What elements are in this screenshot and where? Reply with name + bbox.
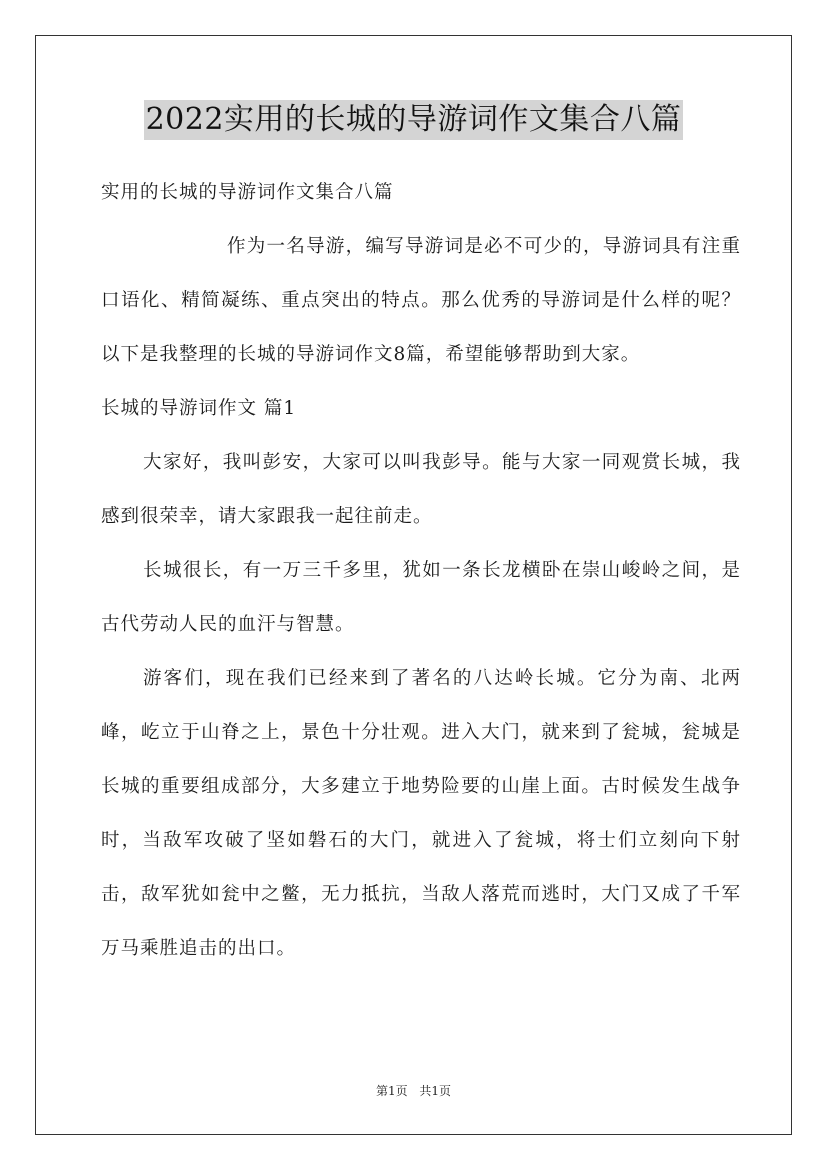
document-title: 2022实用的长城的导游词作文集合八篇 [144, 100, 684, 140]
document-body [101, 166, 741, 976]
section-heading: 长城的导游词作文 篇1 [101, 398, 297, 419]
page-number: 第1页 [375, 1084, 408, 1098]
intro-paragraph: 作为一名导游，编写导游词是必不可少的，导游词具有注重口语化、精简凝练、重点突出的特点。那么优秀的导游词是什么样的呢？以下是我整理的长城的导游词作文8篇，希望能够帮助到大家。 [101, 236, 741, 365]
title-container [0, 100, 827, 140]
page-total: 共1页 [419, 1084, 452, 1098]
body-paragraph-3: 游客们，现在我们已经来到了著名的八达岭长城。它分为南、北两峰，屹立于山脊之上，景色十分壮观。进入大门，就来到了瓮城，瓮城是长城的重要组成部分，大多建立于地势险要的山崖上面。古时候发生战争时，当敌军攻破了坚如磐石的大门，就进入了瓮城，将士们立刻向下射击，敌军犹如瓮中之鳖，无力抵抗，当敌人落荒而逃时，大门又成了千军万马乘胜追击的出口。 [101, 668, 741, 959]
subtitle: 实用的长城的导游词作文集合八篇 [101, 182, 394, 203]
body-paragraph-2: 长城很长，有一万三千多里，犹如一条长龙横卧在崇山峻岭之间，是古代劳动人民的血汗与智慧。 [101, 560, 741, 635]
body-paragraph-1: 大家好，我叫彭安，大家可以叫我彭导。能与大家一同观赏长城，我感到很荣幸，请大家跟我一起往前走。 [101, 452, 741, 527]
page-footer [0, 1083, 827, 1099]
